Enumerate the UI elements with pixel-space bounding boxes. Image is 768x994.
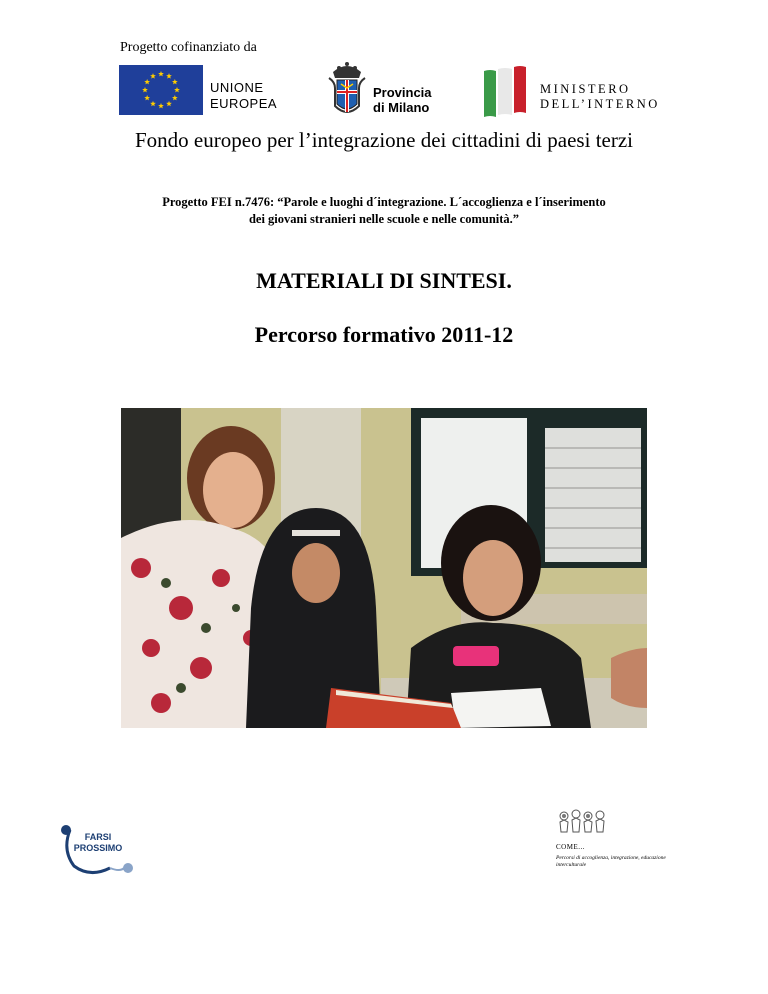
come-figures-logo: [556, 808, 612, 836]
classroom-photo: [121, 408, 647, 728]
provincia-line1: Provincia: [373, 85, 432, 100]
progetto-description: [80, 194, 688, 228]
farsi-line1: FARSI: [84, 832, 112, 842]
provincia-logo-text: [373, 85, 432, 115]
provincia-crest-icon: [325, 58, 369, 122]
progetto-line2: dei giovani stranieri nelle scuole e nelle comunità.”: [248, 212, 520, 226]
document-title: MATERIALI DI SINTESI.: [256, 268, 512, 293]
ministero-line1: MINISTERO: [540, 82, 631, 96]
eu-flag-icon: [119, 65, 203, 115]
provincia-line2: di Milano: [373, 100, 430, 115]
come-description: Percorsi di accoglienza, integrazione, educazione interculturale: [556, 855, 666, 868]
eu-line2: EUROPEA: [210, 96, 278, 111]
eu-logo-text: [210, 80, 277, 112]
cofinanziato-label: Progetto cofinanziato da: [120, 40, 257, 55]
document-subtitle: Percorso formativo 2011-12: [254, 322, 514, 347]
progetto-line1: Progetto FEI n.7476: “Parole e luoghi d´integrazione. L´accoglienza e l´inserimento: [162, 195, 606, 209]
fondo-heading: Fondo europeo per l’integrazione dei cittadini di paesi terzi: [135, 128, 633, 152]
eu-line1: UNIONE: [210, 80, 264, 95]
come-title: COME...: [556, 843, 585, 851]
ministero-logo-text: [540, 82, 660, 112]
ministero-flag-icon: [482, 65, 528, 119]
farsi-line2: PROSSIMO: [73, 843, 123, 853]
ministero-line2: DELL’INTERNO: [540, 97, 660, 111]
farsi-prossimo-text: [68, 832, 128, 854]
